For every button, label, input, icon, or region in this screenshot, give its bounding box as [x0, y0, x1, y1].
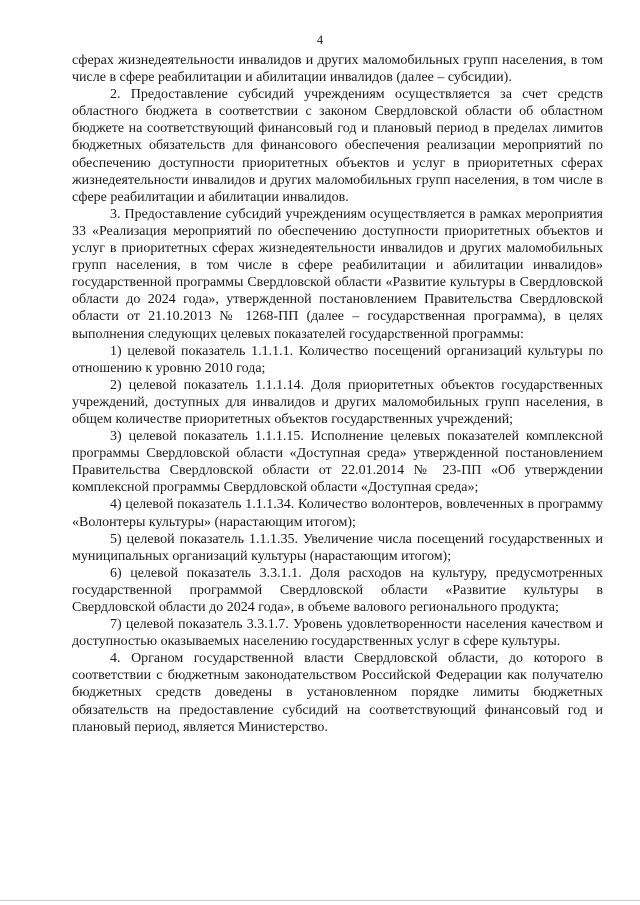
paragraph-item-3: 3. Предоставление субсидий учреждениям осуществляется в рамках мероприятия 33 «Реализация мероприятий по обеспечению доступности приоритетных объектов и услуг в приоритетных сферах жизнедеятельности инвалидов и других маломобильных групп населения, в том числе в сфере реабилитации и абилитации инвалидов» государственной программы Свердловской области «Развитие культуры в Свердловской области до 2024 года», утвержденной постановлением Правительства Свердловской области от 21.10.2013 № 1268-ПП (далее – государственная программа), в целях выполнения следующих целевых показателей государственной программы: [72, 206, 603, 342]
paragraph-continuation: сферах жизнедеятельности инвалидов и других маломобильных групп населения, в том числе в сфере реабилитации и абилитации инвалидов (далее – субсидии). [72, 53, 603, 86]
paragraph-item-4: 4. Органом государственной власти Свердловской области, до которого в соответствии с бюджетным законодательством Российской Федерации как получателю бюджетных средств доведены в установленном порядке лимиты бюджетных обязательств на предоставление субсидий на соответствующий финансовый год и плановый период, является Министерство. [72, 651, 603, 735]
page-number: 4 [316, 33, 324, 47]
indicator-item-2: 2) целевой показатель 1.1.1.14. Доля приоритетных объектов государственных учреждений, доступных для инвалидов и других маломобильных групп населения, в общем количестве приоритетных объектов государственных учреждений; [72, 377, 603, 427]
document-body [72, 52, 603, 736]
indicator-item-7: 7) целевой показатель 3.3.1.7. Уровень удовлетворенности населения качеством и доступностью оказываемых населению государственных услуг в сфере культуры. [72, 617, 603, 650]
indicator-item-3: 3) целевой показатель 1.1.1.15. Исполнение целевых показателей комплексной программы Свердловской области «Доступная среда» утвержденной постановлением Правительства Свердловской области от 22.01.2014 № 23-ПП «Об утверждении комплексной программы Свердловской области «Доступная среда»; [72, 429, 603, 496]
indicator-item-5: 5) целевой показатель 1.1.1.35. Увеличение числа посещений государственных и муниципальных организаций культуры (нарастающим итогом); [72, 531, 603, 564]
page-bottom-edge [0, 900, 640, 901]
indicator-item-1: 1) целевой показатель 1.1.1.1. Количество посещений организаций культуры по отношению к уровню 2010 года; [72, 343, 603, 376]
paragraph-item-2: 2. Предоставление субсидий учреждениям осуществляется за счет средств областного бюджета в соответствии с законом Свердловской области об областном бюджете на соответствующий финансовый год и плановый период в пределах лимитов бюджетных обязательств для финансового обеспечения реализации мероприятий по обеспечению доступности приоритетных объектов и услуг в приоритетных сферах жизнедеятельности инвалидов и других маломобильных групп населения, в том числе в сфере реабилитации и абилитации инвалидов. [72, 87, 603, 205]
indicator-item-6: 6) целевой показатель 3.3.1.1. Доля расходов на культуру, предусмотренных государственной программой Свердловской области «Развитие культуры в Свердловской области до 2024 года», в объеме валового регионального продукта; [72, 565, 603, 615]
indicator-item-4: 4) целевой показатель 1.1.1.34. Количество волонтеров, вовлеченных в программу «Волонтеры культуры» (нарастающим итогом); [72, 497, 603, 530]
